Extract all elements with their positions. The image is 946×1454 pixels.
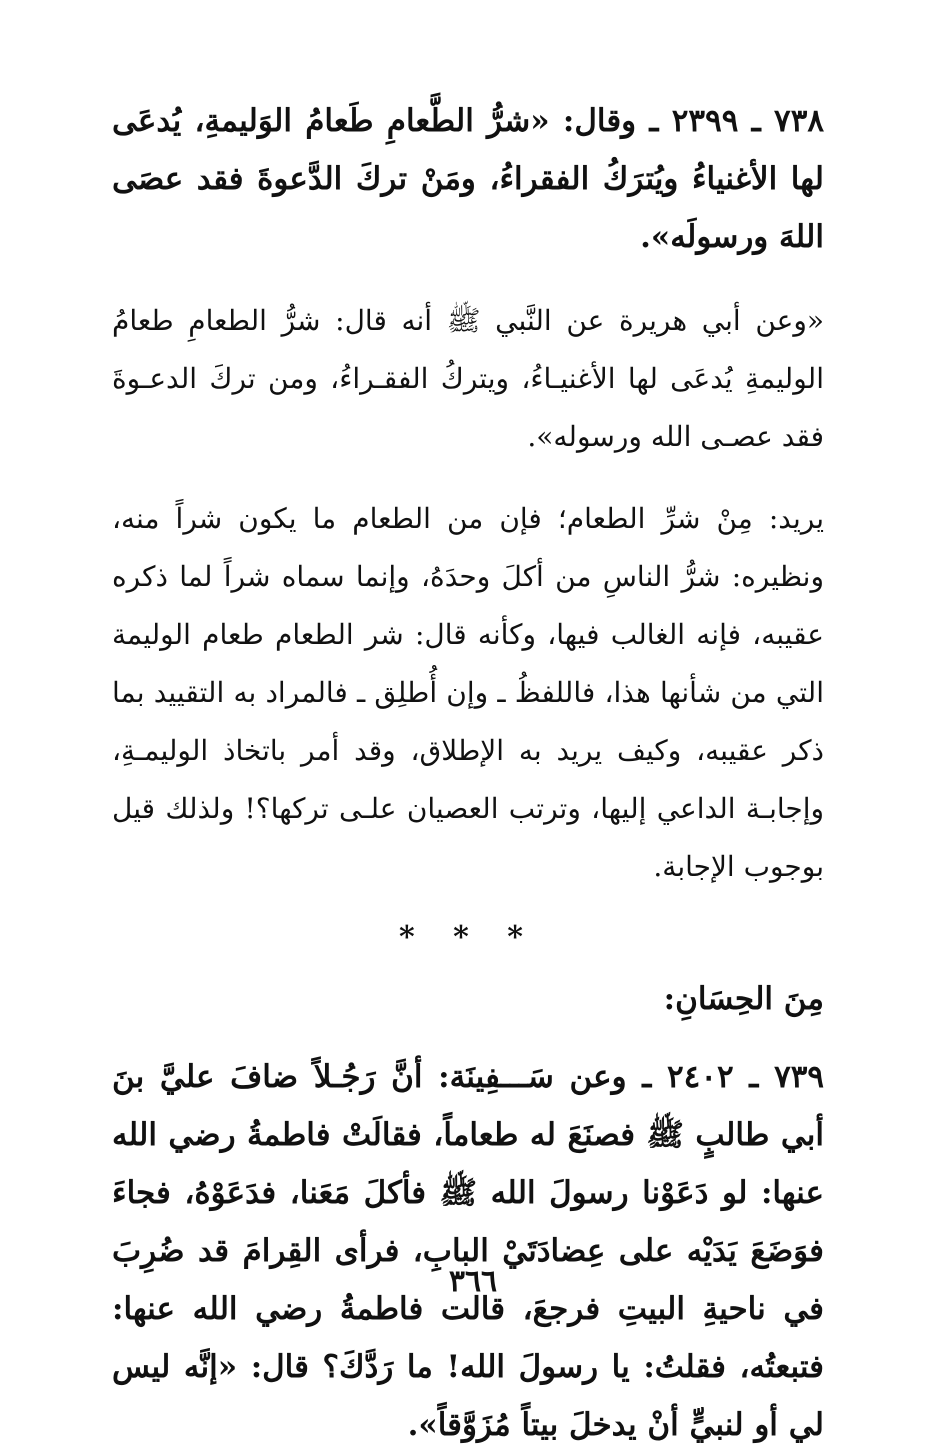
section-separator: * * * — [399, 920, 537, 955]
section-title: مِنَ الحِسَانِ: — [663, 981, 824, 1017]
hadith-738: ٧٣٨ ـ ٢٣٩٩ ـ وقال: «شرُّ الطَّعامِ طَعامُ الوَليمةِ، يُدعَى لها الأغنياءُ ويُترَكُ الفقراءُ، ومَنْ تركَ الدَّعوةَ فقد عصَى اللهَ ورسولَه». — [112, 103, 824, 255]
narration-quote: «وعن أبي هريرة عن النَّبي ﷺ أنه قال: شرُّ الطعامِ طعامُ الوليمةِ يُدعَى لها الأغنيـاءُ، ويتركُ الفقـراءُ، ومن تركَ الدعـوةَ فقد عصـى الله ورسوله». — [112, 304, 825, 453]
page-number: ٣٦٦ — [448, 1264, 498, 1299]
commentary-paragraph: يريد: مِنْ شرِّ الطعام؛ فإن من الطعام ما يكون شراً منه، ونظيره: شرُّ الناسِ من أكلَ وحدَهُ، وإنما سماه شراً لما ذكره عقيبه، فإنه الغالب فيها، وكأنه قال: شر الطعام طعام الوليمة التي من شأنها هذا، فاللفظُ ـ وإن أُطلِق ـ فالمراد به التقييد بما ذكر عقيبه، وكيف يريد به الإطلاق، وقد أمر باتخاذ الوليمـةِ، وإجابـة الداعي إليها، وترتب العصيان علـى تركها؟! ولذلك قيل بوجوب الإجابة. — [112, 502, 825, 883]
page-body — [112, 92, 824, 1454]
hadith-739: ٧٣٩ ـ ٢٤٠٢ ـ وعن سَـــفِينَة: أنَّ رَجُـلاً ضافَ عليَّ بنَ أبي طالبٍ ﷺ فصنَعَ له طعاماً، فقالَتْ فاطمةُ رضي الله عنها: لو دَعَوْنا رسولَ الله ﷺ فأكلَ مَعَنا، فدَعَوْهُ، فجاءَ فوَضَعَ يَدَيْه على عِضادَتَيْ البابِ، فرأى القِرامَ قد ضُرِبَ في ناحيةِ البيتِ فرجعَ، قالت فاطمةُ رضي الله عنها: فتبعتُه، فقلتُ: يا رسولَ الله! ما رَدَّكَ؟ قال: «إنَّه ليس لي أو لنبيٍّ أنْ يدخلَ بيتاً مُزَوَّقاً». — [112, 1059, 825, 1443]
